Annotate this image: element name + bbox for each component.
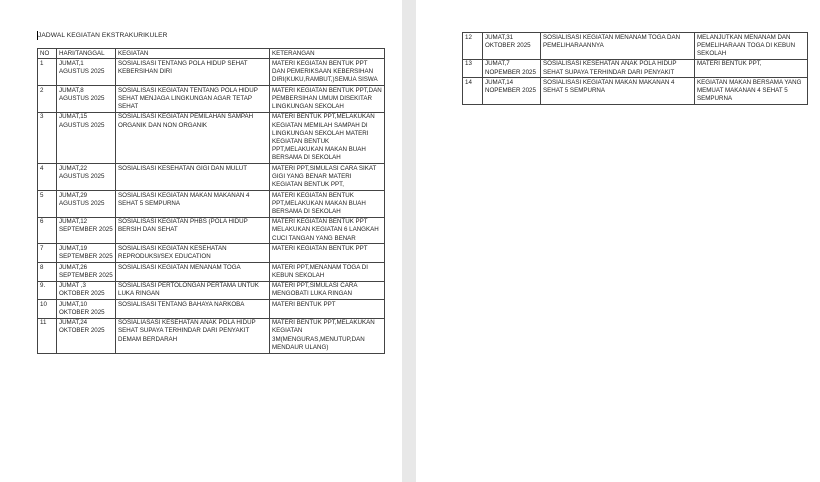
cell-activity: SOSIALISASI TENTANG POLA HIDUP SEHAT KEBERSIHAN DIRI xyxy=(116,59,270,86)
cell-note: MATERI PPT,SIMULASI CARA SIKAT GIGI YANG BENAR MATERI KEGIATAN BENTUK PPT, xyxy=(270,164,385,191)
schedule-table-continued xyxy=(462,32,808,105)
cell-note: MATERI KEGIATAN BENTUK PPT,DAN PEMBERSIHAN UMUM DISEKITAR LINGKUNGAN SEKOLAH xyxy=(270,86,385,113)
page-gap xyxy=(402,0,416,482)
table-row xyxy=(463,78,808,105)
cell-note: MATERI BENTUK PPT xyxy=(270,300,385,319)
cell-no: 5 xyxy=(38,190,57,217)
header-activity: KEGIATAN xyxy=(116,49,270,59)
cell-date: JUMAT,14 NOPEMBER 2025 xyxy=(483,78,541,105)
cell-no: 7 xyxy=(38,244,57,263)
cell-no: 6 xyxy=(38,217,57,244)
cell-date: JUMAT,31 OKTOBER 2025 xyxy=(483,33,541,60)
cell-no: 1 xyxy=(38,59,57,86)
cell-no: 8 xyxy=(38,263,57,282)
cell-date: JUMAT ,3 OKTOBER 2025 xyxy=(57,281,116,300)
cell-activity: SOSIALISASI KESEHATAN ANAK POLA HIDUP SEHAT SUPAYA TERHINDAR DARI PENYAKIT xyxy=(541,59,695,78)
cell-date: JUMAT,15 AGUSTUS 2025 xyxy=(57,112,116,163)
cell-date: JUMAT,22 AGUSTUS 2025 xyxy=(57,164,116,191)
cell-note: MATERI BENTUK PPT,MELAKUKAN KEGIATAN MEMILAH SAMPAH DI LINGKUNGAN SEKOLAH MATERI KEGIATAN BENTUK PPT,MELAKUKAN MAKAN BUAH BERSAMA DI SEKOLAH xyxy=(270,112,385,163)
cell-note: MATERI KEGIATAN BENTUK PPT xyxy=(270,244,385,263)
header-note: KETERANGAN xyxy=(270,49,385,59)
cell-note: MELANJUTKAN MENANAM DAN PEMELIHARAAN TOGA DI KEBUN SEKOLAH xyxy=(695,33,808,60)
cell-activity: SOSIALISASI KEGIATAN MENANAM TOGA xyxy=(116,263,270,282)
header-no: NO xyxy=(38,49,57,59)
cell-no: 2 xyxy=(38,86,57,113)
cell-note: MATERI KEGIATAN BENTUK PPT,MELAKUKAN MAKAN BUAH BERSAMA DI SEKOLAH xyxy=(270,190,385,217)
cell-activity: SOSIALISASI KEGIATAN MAKAN MAKANAN 4 SEHAT 5 SEMPURNA xyxy=(541,78,695,105)
cell-no: 11 xyxy=(38,318,57,353)
table-row xyxy=(38,190,385,217)
cell-note: MATERI BENTUK PPT, xyxy=(695,59,808,78)
table-row xyxy=(38,263,385,282)
table-header-row xyxy=(38,49,385,59)
table-row xyxy=(38,318,385,353)
table-row xyxy=(38,300,385,319)
cell-activity: SOSIALISASI PERTOLONGAN PERTAMA UNTUK LUKA RINGAN xyxy=(116,281,270,300)
table-row xyxy=(38,59,385,86)
table-row xyxy=(38,86,385,113)
cell-note: MATERI BENTUK PPT,MELAKUKAN KEGIATAN 3M(MENGURAS,MENUTUP,DAN MENDAUR ULANG) xyxy=(270,318,385,353)
cell-note: KEGIATAN MAKAN BERSAMA YANG MEMUAT MAKANAN 4 SEHAT 5 SEMPURNA xyxy=(695,78,808,105)
document-title: JADWAL KEGIATAN EKSTRAKURIKULER xyxy=(38,32,168,39)
cell-activity: SOSIALISASI TENTANG BAHAYA NARKOBA xyxy=(116,300,270,319)
table-row xyxy=(38,164,385,191)
cell-date: JUMAT,12 SEPTEMBER 2025 xyxy=(57,217,116,244)
cell-activity: SOSIALISASI KEGIATAN TENTANG POLA HIDUP SEHAT MENJAGA LINGKUNGAN AGAR TETAP SEHAT xyxy=(116,86,270,113)
cell-no: 4 xyxy=(38,164,57,191)
cell-activity: SOSIALISASI KEGIATAN PHBS (POLA HIDUP BERSIH DAN SEHAT xyxy=(116,217,270,244)
table-row xyxy=(463,33,808,60)
cell-date: JUMAT,1 AGUSTUS 2025 xyxy=(57,59,116,86)
document-page-2 xyxy=(416,0,820,482)
cell-date: JUMAT,29 AGUSTUS 2025 xyxy=(57,190,116,217)
cell-activity: SOSIALISASI KEGIATAN PEMILAHAN SAMPAH ORGANIK DAN NON ORGANIK xyxy=(116,112,270,163)
cell-no: 12 xyxy=(463,33,483,60)
table-row xyxy=(38,112,385,163)
cell-note: MATERI KEGIATAN BENTUK PPT DAN PEMERIKSAAN KEBERSIHAN DIRI(KUKU,RAMBUT,)SEMUA SISWA xyxy=(270,59,385,86)
cell-date: JUMAT,7 NOPEMBER 2025 xyxy=(483,59,541,78)
cell-date: JUMAT,26 SEPTEMBER 2025 xyxy=(57,263,116,282)
schedule-table xyxy=(37,48,385,354)
cell-date: JUMAT,24 OKTOBER 2025 xyxy=(57,318,116,353)
cell-date: JUMAT,19 SEPTEMBER 2025 xyxy=(57,244,116,263)
cell-date: JUMAT,10 OKTOBER 2025 xyxy=(57,300,116,319)
cell-activity: SOSIALISASI KEGIATAN MENANAM TOGA DAN PEMELIHARAANNYA xyxy=(541,33,695,60)
cell-note: MATERI PPT,SIMULASI CARA MENGOBATI LUKA RINGAN xyxy=(270,281,385,300)
cell-no: 10 xyxy=(38,300,57,319)
document-page-1 xyxy=(0,0,402,482)
cell-no: 9. xyxy=(38,281,57,300)
table-row xyxy=(463,59,808,78)
cell-activity: SOSIALISASI KEGIATAN MAKAN MAKANAN 4 SEHAT 5 SEMPURNA xyxy=(116,190,270,217)
cell-note: MATERI KEGIATAN BENTUK PPT MELAKUKAN KEGIATAN 6 LANGKAH CUCI TANGAN YANG BENAR xyxy=(270,217,385,244)
cell-no: 3 xyxy=(38,112,57,163)
table-row xyxy=(38,217,385,244)
cell-activity: SOSIALISASI KESEHATAN GIGI DAN MULUT xyxy=(116,164,270,191)
cell-activity: SOSIALISASI KEGIATAN KESEHATAN REPRODUKSI/SEX EDUCATION xyxy=(116,244,270,263)
cell-no: 13 xyxy=(463,59,483,78)
cell-note: MATERI PPT,MENANAM TOGA DI KEBUN SEKOLAH xyxy=(270,263,385,282)
header-date: HARI/TANGGAL xyxy=(57,49,116,59)
table-row xyxy=(38,281,385,300)
cell-activity: SOSIALIASASI KESEHATAN ANAK POLA HIDUP SEHAT SUPAYA TERHINDAR DARI PENYAKIT DEMAM BERDARAH xyxy=(116,318,270,353)
cell-no: 14 xyxy=(463,78,483,105)
cell-date: JUMAT,8 AGUSTUS 2025 xyxy=(57,86,116,113)
table-row xyxy=(38,244,385,263)
